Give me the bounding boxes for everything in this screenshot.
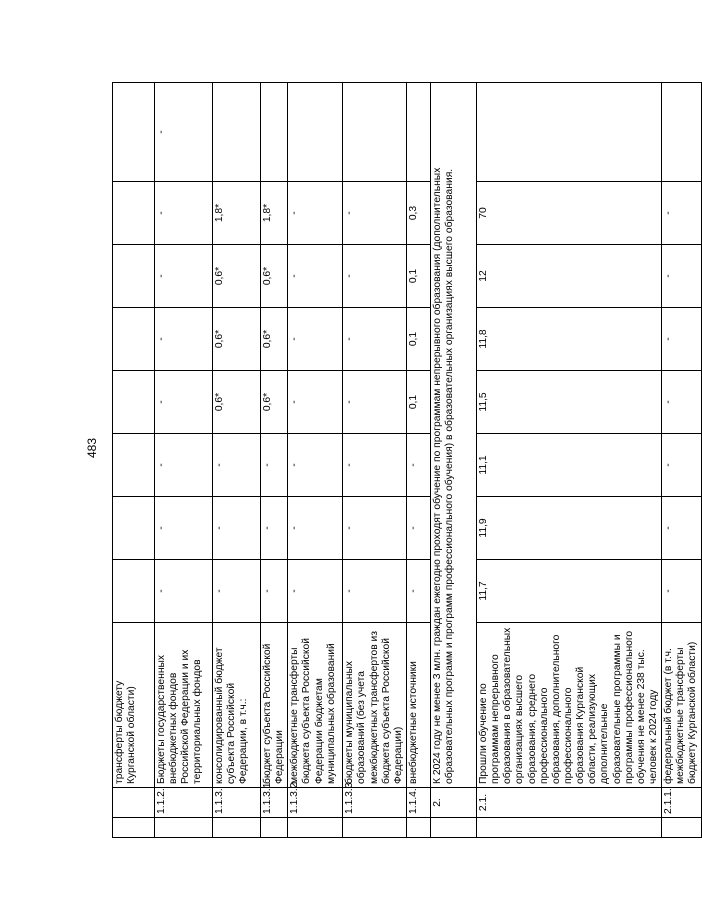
value-cell — [113, 434, 155, 497]
value-cell: - — [662, 497, 701, 560]
table-row — [155, 83, 213, 838]
page-number: 483 — [85, 437, 99, 459]
value-cell: 0,6* — [213, 371, 261, 434]
value-cell: - — [662, 245, 701, 308]
value-cell: - — [155, 371, 213, 434]
value-cell: - — [261, 434, 288, 497]
blank-cell — [113, 818, 155, 838]
value-cell: - — [213, 497, 261, 560]
value-cell: 70 — [476, 182, 661, 245]
value-cell: - — [406, 560, 430, 623]
value-cell: - — [155, 182, 213, 245]
value-cell — [261, 83, 288, 182]
row-number: 1.1.3.2. — [288, 788, 343, 818]
row-name: межбюджетные трансферты бюджета субъекта Российской Федерации бюджетам муниципальных образований — [288, 623, 343, 788]
value-cell: - — [213, 434, 261, 497]
value-cell: - — [343, 182, 407, 245]
table-row — [343, 83, 407, 838]
row-number: 1.1.3.1. — [261, 788, 288, 818]
table-row — [288, 83, 343, 838]
value-cell — [113, 371, 155, 434]
value-cell: - — [155, 308, 213, 371]
value-cell: - — [662, 182, 701, 245]
row-number: 1.1.3.3. — [343, 788, 407, 818]
blank-cell — [155, 818, 213, 838]
row-number: 2.1. — [476, 788, 661, 818]
row-name: бюджет субъекта Российской Федерации — [261, 623, 288, 788]
value-cell: 11,8 — [476, 308, 661, 371]
row-name: консолидированный бюджет субъекта Российской Федерации, в т.ч.: — [213, 623, 261, 788]
value-cell — [476, 83, 661, 182]
value-cell: 11,9 — [476, 497, 661, 560]
value-cell: 11,7 — [476, 560, 661, 623]
value-cell: - — [343, 371, 407, 434]
row-number: 2.1.1. — [662, 788, 701, 818]
value-cell: - — [155, 560, 213, 623]
row-number: 1.1.2. — [155, 788, 213, 818]
value-cell: 0,6* — [213, 308, 261, 371]
value-cell — [113, 245, 155, 308]
table-row — [261, 83, 288, 838]
value-cell: - — [288, 308, 343, 371]
table-row — [213, 83, 261, 838]
value-cell: - — [662, 434, 701, 497]
value-cell: 1,8* — [213, 182, 261, 245]
value-cell: - — [662, 560, 701, 623]
value-cell: - — [213, 560, 261, 623]
value-cell: - — [406, 434, 430, 497]
value-cell: - — [406, 497, 430, 560]
rotated-table-page — [112, 83, 699, 838]
value-cell: - — [288, 371, 343, 434]
row-number: 1.1.4. — [406, 788, 430, 818]
value-cell: 1,8* — [261, 182, 288, 245]
section-description: К 2024 году не менее 3 млн. граждан ежегодно проходят обучение по программам непрерывного образования (дополнительных образовательных программ и программ профессионального обучения) в образовательных организациях высшего образования. — [430, 83, 476, 788]
table-row — [430, 83, 476, 838]
value-cell: 0,1 — [406, 308, 430, 371]
blank-cell — [430, 818, 476, 838]
value-cell: - — [288, 434, 343, 497]
blank-cell — [343, 818, 407, 838]
value-cell: - — [343, 308, 407, 371]
value-cell — [662, 83, 701, 182]
blank-cell — [662, 818, 701, 838]
table-row — [113, 83, 155, 838]
row-name: федеральный бюджет (в т.ч. межбюджетные трансферты бюджету Курганской области) — [662, 623, 701, 788]
value-cell: - — [343, 560, 407, 623]
row-number: 2. — [430, 788, 476, 818]
value-cell: - — [288, 560, 343, 623]
value-cell: - — [261, 560, 288, 623]
value-cell: - — [288, 497, 343, 560]
row-name: внебюджетные источники — [406, 623, 430, 788]
row-name: трансферты бюджету Курганской области) — [113, 623, 155, 788]
row-number: 1.1.3. — [213, 788, 261, 818]
value-cell — [406, 83, 430, 182]
budget-table — [112, 82, 702, 838]
blank-cell — [213, 818, 261, 838]
value-cell: - — [343, 245, 407, 308]
value-cell: 0,1 — [406, 245, 430, 308]
blank-cell — [261, 818, 288, 838]
value-cell: - — [155, 434, 213, 497]
value-cell: 0,1 — [406, 371, 430, 434]
value-cell: 0,6* — [261, 245, 288, 308]
value-cell: 0,6* — [261, 308, 288, 371]
blank-cell — [288, 818, 343, 838]
value-cell: - — [155, 83, 213, 182]
value-cell: - — [155, 497, 213, 560]
value-cell: - — [662, 308, 701, 371]
value-cell — [113, 497, 155, 560]
row-number — [113, 788, 155, 818]
value-cell — [113, 182, 155, 245]
table-row — [662, 83, 701, 838]
value-cell: - — [288, 182, 343, 245]
blank-cell — [406, 818, 430, 838]
value-cell — [213, 83, 261, 182]
value-cell: 12 — [476, 245, 661, 308]
value-cell: - — [343, 434, 407, 497]
value-cell: - — [662, 371, 701, 434]
row-name: Бюджеты государственных внебюджетных фондов Российской Федерации и их территориальных фондов — [155, 623, 213, 788]
row-name: бюджеты муниципальных образований (без учета межбюджетных трансфертов из бюджета субъекта Российской Федерации) — [343, 623, 407, 788]
value-cell: 0,3 — [406, 182, 430, 245]
value-cell: - — [288, 245, 343, 308]
value-cell: 0,6* — [261, 371, 288, 434]
value-cell — [288, 83, 343, 182]
value-cell: 11,5 — [476, 371, 661, 434]
value-cell — [113, 308, 155, 371]
value-cell: - — [261, 497, 288, 560]
row-name: Прошли обучение по программам непрерывного образования в образовательных организациях высшего образования, среднего профессионального образования, дополнительного профессионального образования Курганской области, реализующих дополнительные образовательные программы и программы профессионального обучения не менее 238 тыс. человек к 2024 году — [476, 623, 661, 788]
value-cell — [113, 560, 155, 623]
value-cell: 11,1 — [476, 434, 661, 497]
table-row — [406, 83, 430, 838]
blank-cell — [476, 818, 661, 838]
value-cell: 0,6* — [213, 245, 261, 308]
table-row — [476, 83, 661, 838]
value-cell: - — [343, 497, 407, 560]
value-cell — [113, 83, 155, 182]
value-cell: - — [155, 245, 213, 308]
value-cell — [343, 83, 407, 182]
